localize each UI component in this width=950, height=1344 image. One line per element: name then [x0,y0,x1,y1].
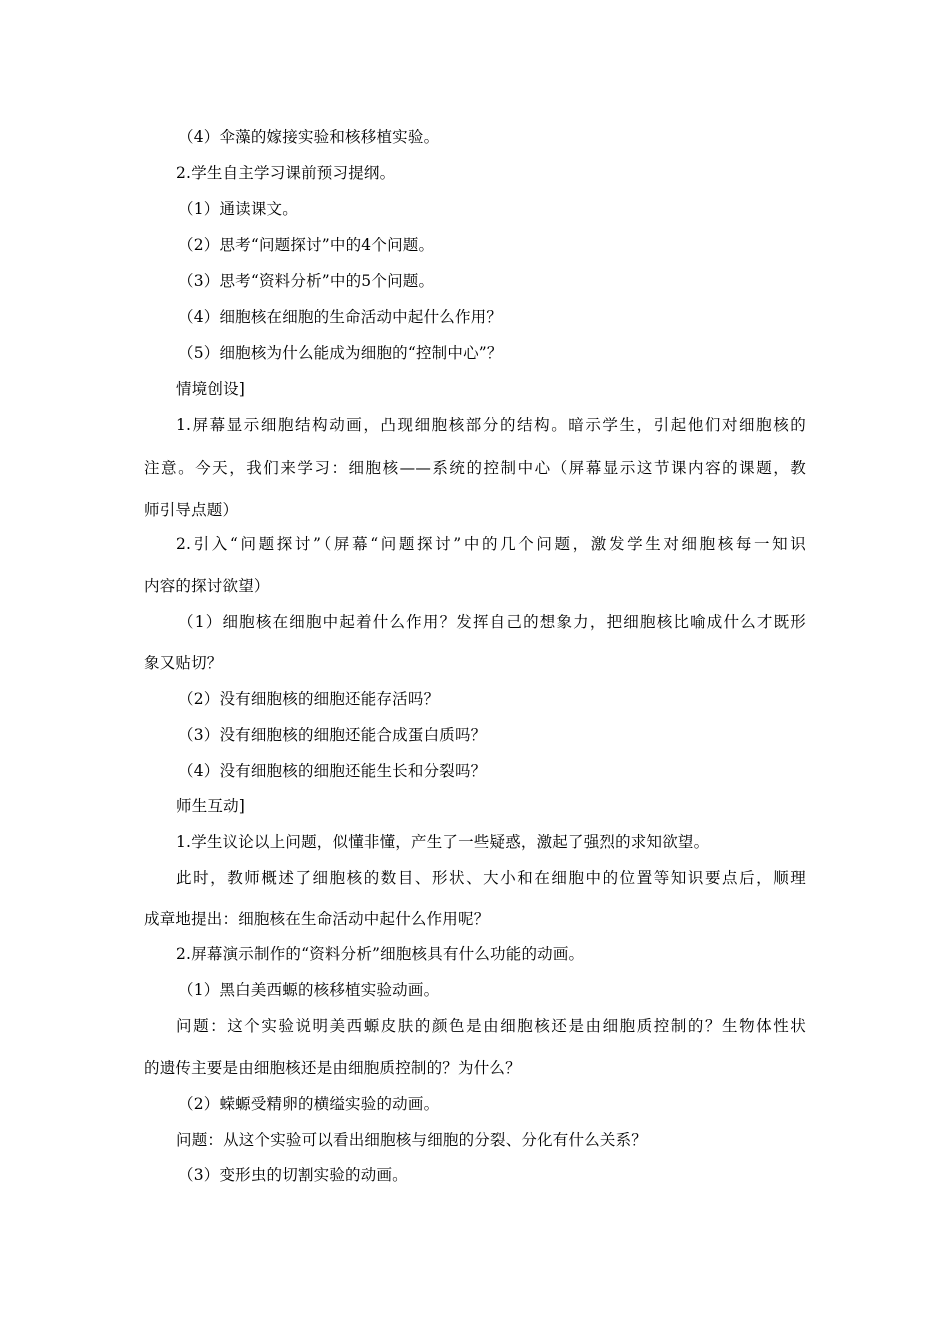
paragraph-line: 1.学生议论以上问题，似懂非懂，产生了一些疑惑，激起了强烈的求知欲望。 [176,833,710,851]
paragraph-line: （2）思考“问题探讨”中的4个问题。 [178,236,435,254]
paragraph-line: 2.引入“问题探讨”（屏幕“问题探讨”中的几个问题，激发学生对细胞核每一知识 [176,535,806,553]
paragraph-line: （5）细胞核为什么能成为细胞的“控制中心”？ [178,344,503,362]
paragraph-line: （4）伞藻的嫁接实验和核移植实验。 [178,128,440,146]
paragraph-line: （1）通读课文。 [178,200,298,218]
paragraph-line: 成章地提出：细胞核在生命活动中起什么作用呢？ [144,910,490,928]
paragraph-line: （3）思考“资料分析”中的5个问题。 [178,272,435,290]
paragraph-line: （4）没有细胞核的细胞还能生长和分裂吗？ [178,762,487,780]
paragraph-line: （3）没有细胞核的细胞还能合成蛋白质吗？ [178,726,487,744]
section-heading: 情境创设] [176,380,246,398]
paragraph-line: 问题：从这个实验可以看出细胞核与细胞的分裂、分化有什么关系？ [176,1131,648,1149]
paragraph-line: （4）细胞核在细胞的生命活动中起什么作用？ [178,308,503,326]
paragraph-line: 2.屏幕演示制作的“资料分析”细胞核具有什么功能的动画。 [176,945,585,963]
paragraph-line: 2.学生自主学习课前预习提纲。 [176,164,396,182]
paragraph-line: 此时，教师概述了细胞核的数目、形状、大小和在细胞中的位置等知识要点后，顺理 [176,869,806,887]
paragraph-line: （1）黑白美西螈的核移植实验动画。 [178,981,440,999]
paragraph-line: 注意。今天，我们来学习：细胞核——系统的控制中心（屏幕显示这节课内容的课题，教 [144,459,806,477]
paragraph-line: 问题：这个实验说明美西螈皮肤的颜色是由细胞核还是由细胞质控制的？生物体性状 [176,1017,806,1035]
paragraph-line: 1.屏幕显示细胞结构动画，凸现细胞核部分的结构。暗示学生，引起他们对细胞核的 [176,416,806,434]
paragraph-line: 的遗传主要是由细胞核还是由细胞质控制的？为什么？ [144,1059,521,1077]
paragraph-line: 师引导点题） [144,501,239,519]
paragraph-line: （1）细胞核在细胞中起着什么作用？发挥自己的想象力，把细胞核比喻成什么才既形 [178,613,806,631]
paragraph-line: 象又贴切？ [144,654,223,672]
section-heading: 师生互动] [176,797,246,815]
paragraph-line: （2）没有细胞核的细胞还能存活吗？ [178,690,440,708]
paragraph-line: （2）蝾螈受精卵的横缢实验的动画。 [178,1095,440,1113]
paragraph-line: （3）变形虫的切割实验的动画。 [178,1166,408,1184]
paragraph-line: 内容的探讨欲望） [144,577,270,595]
